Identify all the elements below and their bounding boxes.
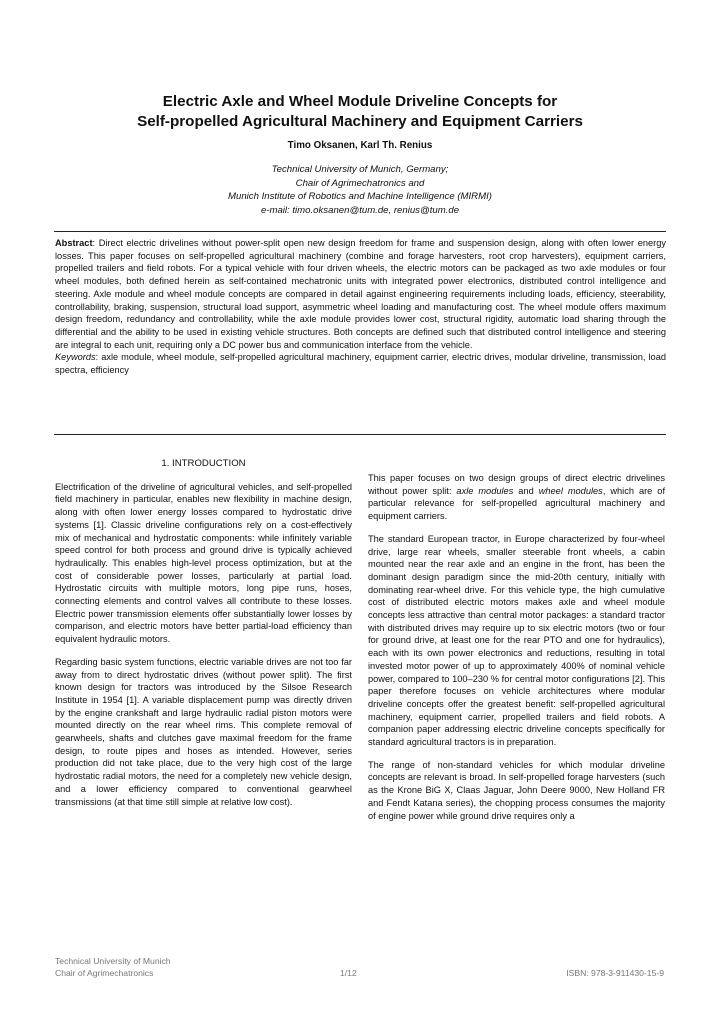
- intro-paragraph-3: [368, 472, 665, 523]
- keywords-text: : axle module, wheel module, self-propelled agricultural machinery, equipment carrier, electric drives, modular driveline, transmission, load spectra, efficiency: [55, 352, 666, 376]
- footer-institution-line-1: Technical University of Munich: [55, 956, 171, 966]
- abstract-top-rule: [54, 231, 666, 232]
- affiliation-line-1: Technical University of Munich, Germany;: [271, 164, 449, 175]
- p3-text-b: and: [513, 485, 539, 496]
- term-wheel-modules: wheel modules: [538, 485, 603, 496]
- left-column: [55, 458, 352, 818]
- intro-paragraph-5: The range of non-standard vehicles for which modular driveline concepts are relevant is broad. In self-propelled forage harvesters (such as the Krone BiG X, Claas Jaguar, John Deere 9000, New Holland FR and Fendt Katana series), the chopping process consumes the majority of engine power while ground drive requires only a: [368, 759, 665, 821]
- footer-page-number: 1/12: [340, 968, 357, 978]
- p3-text-c: , which are of particular relevance for self-propelled agricultural machinery and equipment carriers.: [368, 485, 666, 522]
- section-heading-introduction: 1. INTRODUCTION: [161, 458, 246, 469]
- abstract-label: Abstract: [55, 238, 93, 248]
- intro-paragraph-2: Regarding basic system functions, electric variable drives are not too far away from to direct hydrostatic drives (without power split). The first known design for tractors was introduced by the Silsoe Research Institute in 1954 [1]. A variable displacement pump was directly driven by the engine crankshaft and large hydraulic radial piston motors were mounted directly on the rear wheel rims. This complete removal of gearwheels, shafts and clutches gave maximal freedom for the frame design, to route pipes and hoses as intended. However, series production did not take place, due to the very high cost of the large hydrostatic radial motors, the need for a completely new vehicle design, and a lower efficiency compared to conventional gearwheel transmissions (at that time still simple at relative low cost).: [55, 656, 352, 807]
- author-list: Timo Oksanen, Karl Th. Renius: [287, 140, 433, 151]
- right-column: [368, 472, 665, 832]
- footer-institution-line-2: Chair of Agrimechatronics: [55, 968, 154, 978]
- paper-title: [56, 92, 664, 132]
- keywords-label: Keywords: [55, 352, 96, 363]
- intro-paragraph-1: Electrification of the driveline of agricultural vehicles, and self-propelled field machinery in particular, enables new flexibility in machine design, along with often lower energy losses compared to hydrostatic drive systems [1]. Classic driveline configurations rely on a cost-effectively mix of mechanical and hydrostatic components: while infinitely variable speed control for both process and ground drive is typically achieved hydraulically. This enables high-level process optimization, but at the cost of considerable power losses, particularly at partial load. Hydrostatic circuits with multiple motors, long pipe runs, hoses, connecting elements and control valves all contribute to these losses. Electric power transmission elements offer substantially lower losses by comparison, and electric motors have better partial-load efficiency than equivalent hydraulic motors.: [55, 481, 352, 645]
- abstract-bottom-rule: [54, 434, 666, 435]
- p3-text-a: This paper focuses on two design groups of direct electric drivelines without power split:: [368, 473, 665, 496]
- title-line-1: Electric Axle and Wheel Module Driveline Concepts for: [162, 93, 558, 110]
- affiliation-block: [56, 163, 664, 217]
- footer-institution: [55, 955, 171, 979]
- footer-isbn: ISBN: 978-3-911430-15-9: [566, 968, 664, 978]
- title-line-2: Self-propelled Agricultural Machinery and Equipment Carriers: [137, 113, 583, 130]
- contact-email: e-mail: timo.oksanen@tum.de, renius@tum.de: [260, 204, 460, 216]
- abstract-text: : Direct electric drivelines without power-split open new design freedom for frame and suspension design, along with often lower energy losses. This paper focuses on self-propelled agricultural machinery (combine and forage harvesters, root crop harvesters), equipment carriers, propelled trailers and field robots. For a typical vehicle with four driven wheels, the electric motors can be packaged as two axle modules or four wheel modules, both defined herein as self-contained mechatronic units with integrated power electronics, distributed control intelligence and steering. Axle module and wheel module concepts are compared in detail against engineering requirements including loads, efficiency, steerability, controllability, braking, suspension, structural load support, asymmetric wheel loading and manufacturing cost. The wheel module offers maximum design freedom, redundancy and controllability, while the axle module provides lower cost, structural rigidity, automatic load sharing through the differential and the ability to be used in existing vehicle structures. Both concepts are defined such that distributed control intelligence and steering are integral to each unit, requiring only a DC power bus and communication interface from the vehicle.: [55, 238, 666, 350]
- affiliation-line-3: Munich Institute of Robotics and Machine Intelligence (MIRMI): [228, 191, 492, 202]
- abstract-block: [55, 237, 666, 377]
- term-axle-modules: axle modules: [456, 485, 514, 496]
- affiliation-line-2: Chair of Agrimechatronics and: [295, 177, 425, 189]
- intro-paragraph-4: The standard European tractor, in Europe characterized by four-wheel drive, large rear wheels, smaller steerable front wheels, a cabin mounted near the rear axle and an engine in the front, has been the dominant design paradigm since the mid-20th century, initially with dominating rear-wheel drive. For this vehicle type, the high cumulative cost of distributed electric motors makes axle and wheel module concepts less attractive than central motor packages: a standard tractor with distributed drives may require up to six electric motors (two or four for ground drive, at least one for the rear PTO and one for hydraulics), each with its own power electronics and reductions, resulting in total invested motor power of up to approximately 400% of nominal vehicle power, compared to 100–230 % for central motor configurations [2]. This paper therefore focuses on vehicle architectures where modular driveline concepts offer the greatest benefit: self-propelled agricultural machinery, equipment carrier, propelled trailers and field robots. A companion paper addressing electric driveline concepts specifically for standard agricultural tractors is in preparation.: [368, 533, 665, 748]
